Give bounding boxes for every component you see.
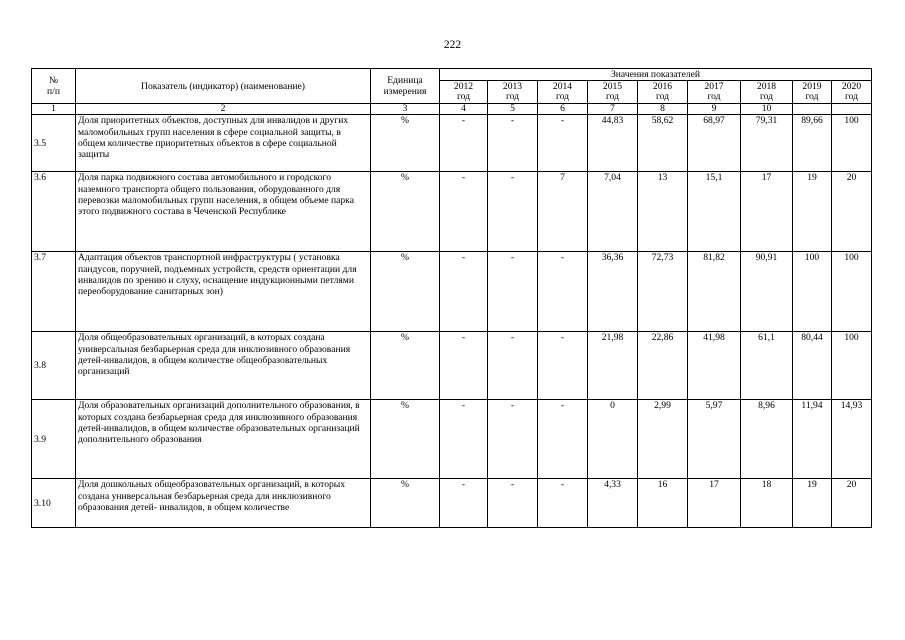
- column-number-row: [32, 104, 872, 115]
- value-cell: 8,96: [741, 400, 793, 479]
- value-cell: -: [488, 400, 538, 479]
- indicators-table: [31, 68, 872, 528]
- indicator-name: Доля парка подвижного состава автомобильного и городского наземного транспорта общего пользования, оборудованного для перевозки маломобильных групп населения, в общем объеме парка этого подвижного состава в Чеченской Республике: [76, 172, 371, 252]
- header-year: 2013 год: [488, 81, 538, 104]
- column-number: [793, 104, 832, 115]
- value-cell: -: [538, 252, 588, 332]
- value-cell: -: [440, 252, 488, 332]
- value-cell: 15,1: [688, 172, 741, 252]
- value-cell: -: [488, 479, 538, 528]
- value-cell: 61,1: [741, 332, 793, 400]
- header-col-no: № п/п: [32, 69, 76, 104]
- table-row: [32, 479, 872, 528]
- value-cell: 79,31: [741, 115, 793, 172]
- column-number: 8: [638, 104, 688, 115]
- unit-cell: %: [371, 115, 440, 172]
- header-year: 2020 год: [832, 81, 872, 104]
- value-cell: 89,66: [793, 115, 832, 172]
- value-cell: 44,83: [588, 115, 638, 172]
- column-number: 1: [32, 104, 76, 115]
- value-cell: -: [488, 252, 538, 332]
- value-cell: -: [538, 115, 588, 172]
- unit-cell: %: [371, 252, 440, 332]
- value-cell: 20: [832, 479, 872, 528]
- column-number: 6: [538, 104, 588, 115]
- row-number: 3.6: [32, 172, 76, 252]
- table-row: [32, 400, 872, 479]
- value-cell: 72,73: [638, 252, 688, 332]
- value-cell: 11,94: [793, 400, 832, 479]
- unit-cell: %: [371, 479, 440, 528]
- value-cell: 17: [741, 172, 793, 252]
- value-cell: 80,44: [793, 332, 832, 400]
- column-number: 5: [488, 104, 538, 115]
- value-cell: -: [440, 332, 488, 400]
- value-cell: 16: [638, 479, 688, 528]
- row-number: 3.8: [32, 332, 76, 400]
- value-cell: 100: [832, 332, 872, 400]
- column-number: 10: [741, 104, 793, 115]
- column-number: 2: [76, 104, 371, 115]
- value-cell: 20: [832, 172, 872, 252]
- header-year: 2012 год: [440, 81, 488, 104]
- value-cell: 100: [832, 115, 872, 172]
- unit-cell: %: [371, 172, 440, 252]
- value-cell: 90,91: [741, 252, 793, 332]
- header-col-indicator: Показатель (индикатор) (наименование): [76, 69, 371, 104]
- indicator-name: Доля дошкольных общеобразовательных организаций, в которых создана универсальная безбарьерная среда для инклюзивного образования детей- инвалидов, в общем количестве: [76, 479, 371, 528]
- value-cell: -: [440, 400, 488, 479]
- unit-cell: %: [371, 400, 440, 479]
- value-cell: -: [488, 172, 538, 252]
- value-cell: -: [440, 479, 488, 528]
- table-row: [32, 252, 872, 332]
- value-cell: 68,97: [688, 115, 741, 172]
- value-cell: 7,04: [588, 172, 638, 252]
- unit-cell: %: [371, 332, 440, 400]
- table-row: [32, 115, 872, 172]
- value-cell: 4,33: [588, 479, 638, 528]
- column-number: 3: [371, 104, 440, 115]
- value-cell: 81,82: [688, 252, 741, 332]
- value-cell: -: [538, 400, 588, 479]
- row-number: 3.5: [32, 115, 76, 172]
- indicator-name: Адаптация объектов транспортной инфраструктуры ( установка пандусов, поручней, подъемных устройств, средств ориентации для инвалидов по зрению и слуху, оснащение индукционными петлями переоборудование санитарных зон): [76, 252, 371, 332]
- value-cell: 14,93: [832, 400, 872, 479]
- header-year: 2016 год: [638, 81, 688, 104]
- value-cell: -: [488, 115, 538, 172]
- value-cell: 7: [538, 172, 588, 252]
- indicator-name: Доля образовательных организаций дополнительного образования, в которых создана безбарьерная среда для инклюзивного образования детей-инвалидов, в общем количестве образовательных организаций дополнительного образования: [76, 400, 371, 479]
- value-cell: 36,36: [588, 252, 638, 332]
- column-number: 4: [440, 104, 488, 115]
- value-cell: 13: [638, 172, 688, 252]
- indicator-name: Доля приоритетных объектов, доступных для инвалидов и других маломобильных групп населения в сфере социальной защиты, в общем количестве приоритетных объектов в сфере социальной защиты: [76, 115, 371, 172]
- value-cell: 18: [741, 479, 793, 528]
- value-cell: -: [440, 172, 488, 252]
- value-cell: -: [488, 332, 538, 400]
- value-cell: 17: [688, 479, 741, 528]
- table-row: [32, 332, 872, 400]
- value-cell: 22,86: [638, 332, 688, 400]
- row-number: 3.9: [32, 400, 76, 479]
- header-year: 2014 год: [538, 81, 588, 104]
- header-year: 2015 год: [588, 81, 638, 104]
- row-number: 3.7: [32, 252, 76, 332]
- row-number: 3.10: [32, 479, 76, 528]
- value-cell: -: [440, 115, 488, 172]
- column-number: 7: [588, 104, 638, 115]
- column-number: 9: [688, 104, 741, 115]
- value-cell: 2,99: [638, 400, 688, 479]
- indicator-name: Доля общеобразовательных организаций, в которых создана универсальная безбарьерная среда для инклюзивного образования детей-инвалидов, в общем количестве общеобразовательных организаций: [76, 332, 371, 400]
- header-col-unit: Единица измерения: [371, 69, 440, 104]
- value-cell: 58,62: [638, 115, 688, 172]
- header-year: 2017 год: [688, 81, 741, 104]
- value-cell: -: [538, 332, 588, 400]
- header-year: 2019 год: [793, 81, 832, 104]
- value-cell: 100: [832, 252, 872, 332]
- value-cell: 41,98: [688, 332, 741, 400]
- header-col-values: Значения показателей: [440, 69, 872, 81]
- header-row-1: [32, 69, 872, 81]
- value-cell: 19: [793, 479, 832, 528]
- header-year: 2018 год: [741, 81, 793, 104]
- value-cell: 21,98: [588, 332, 638, 400]
- value-cell: 19: [793, 172, 832, 252]
- value-cell: -: [538, 479, 588, 528]
- value-cell: 0: [588, 400, 638, 479]
- value-cell: 5,97: [688, 400, 741, 479]
- column-number: [832, 104, 872, 115]
- table-row: [32, 172, 872, 252]
- page-number: 222: [443, 39, 462, 51]
- value-cell: 100: [793, 252, 832, 332]
